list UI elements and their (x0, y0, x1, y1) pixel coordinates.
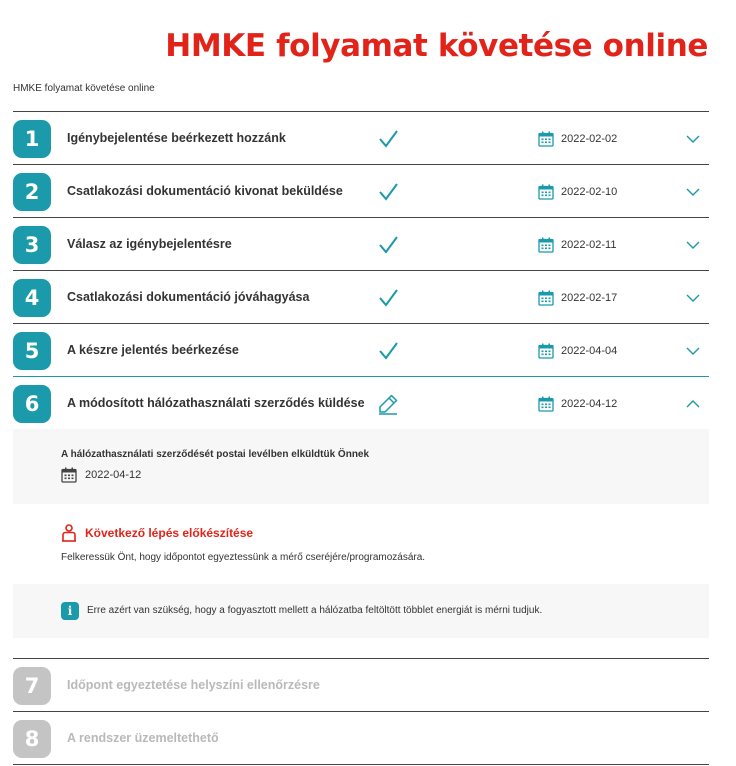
breadcrumb: HMKE folyamat követése online (13, 83, 155, 94)
info-box (13, 584, 709, 638)
step-number-badge: 7 (13, 667, 51, 705)
step-row[interactable] (13, 165, 709, 218)
step-number-badge: 8 (13, 720, 51, 758)
chevron-up-icon[interactable] (685, 396, 701, 412)
chevron-down-icon[interactable] (685, 290, 701, 306)
step-label: A készre jelentés beérkezése (67, 343, 239, 357)
step-number-badge: 2 (13, 173, 51, 211)
step-row[interactable] (13, 218, 709, 271)
next-step-title: Következő lépés előkészítése (85, 526, 254, 540)
step-date: 2022-04-12 (561, 397, 618, 410)
next-step-section (13, 504, 709, 659)
chevron-down-icon[interactable] (685, 237, 701, 253)
step-number-badge: 5 (13, 332, 51, 370)
step-number-badge: 4 (13, 279, 51, 317)
detail-date: 2022-04-12 (85, 469, 142, 481)
step-date: 2022-04-04 (561, 344, 618, 357)
step-row-future (13, 712, 709, 765)
check-icon (377, 287, 399, 309)
chevron-down-icon[interactable] (685, 184, 701, 200)
step-date: 2022-02-11 (561, 238, 617, 251)
chevron-down-icon[interactable] (685, 343, 701, 359)
step-row[interactable] (13, 112, 709, 165)
step-number-badge: 6 (13, 385, 51, 423)
calendar-icon (538, 131, 554, 147)
step-row-active[interactable] (13, 376, 709, 429)
step-label: Igénybejelentése beérkezett hozzánk (67, 131, 286, 145)
calendar-icon (538, 237, 554, 253)
step-date: 2022-02-10 (561, 185, 618, 198)
check-icon (377, 128, 399, 150)
step-row-future (13, 659, 709, 712)
detail-text: A hálózathasználati szerződését postai levélben elküldtük Önnek (61, 449, 370, 460)
next-step-description: Felkeressük Önt, hogy időpontot egyeztessünk a mérő cseréjére/programozására. (61, 552, 426, 563)
step-label: Időpont egyeztetése helyszíni ellenőrzésre (67, 678, 320, 692)
calendar-icon (538, 290, 554, 306)
step-date: 2022-02-02 (561, 132, 618, 145)
check-icon (377, 340, 399, 362)
step-date: 2022-02-17 (561, 291, 618, 304)
check-icon (377, 181, 399, 203)
step-number-badge: 1 (13, 120, 51, 158)
step-label: Csatlakozási dokumentáció kivonat beküldése (67, 184, 343, 198)
calendar-icon (538, 184, 554, 200)
chevron-down-icon[interactable] (685, 131, 701, 147)
pencil-icon (377, 393, 399, 415)
step-detail-panel (13, 429, 709, 504)
step-label: Válasz az igénybejelentésre (67, 237, 232, 251)
step-row[interactable] (13, 324, 709, 377)
step-number-badge: 3 (13, 226, 51, 264)
process-steps (13, 111, 709, 765)
calendar-icon (61, 467, 77, 483)
page-title: HMKE folyamat követése online (165, 28, 708, 64)
calendar-icon (538, 396, 554, 412)
check-icon (377, 234, 399, 256)
step-label: A rendszer üzemeltethető (67, 731, 219, 745)
calendar-icon (538, 343, 554, 359)
step-label: Csatlakozási dokumentáció jóváhagyása (67, 290, 310, 304)
step-row[interactable] (13, 271, 709, 324)
step-label: A módosított hálózathasználati szerződés küldése (67, 396, 365, 410)
info-text: Erre azért van szükség, hogy a fogyasztott mellett a hálózatba feltöltött többlet energiát is mérni tudjuk. (87, 605, 543, 616)
person-icon (61, 524, 77, 542)
info-icon: i (61, 602, 79, 620)
